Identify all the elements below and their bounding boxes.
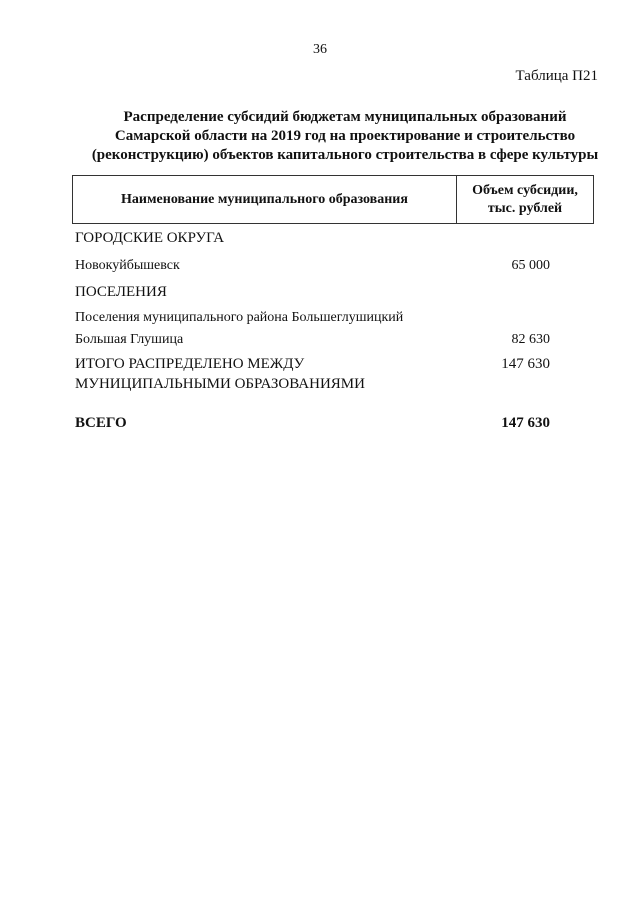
row-name: ВСЕГО — [75, 415, 127, 431]
row-value: 82 630 — [511, 332, 550, 347]
row-name: Новокуйбышевск — [75, 258, 180, 273]
title-line: (реконструкцию) объектов капитального строительства в сфере культуры — [91, 147, 599, 163]
header-amount-line: тыс. рублей — [487, 200, 563, 216]
row-value: 65 000 — [511, 258, 550, 273]
row-value — [470, 228, 550, 248]
table-row — [75, 256, 550, 276]
table-row — [75, 282, 550, 302]
table-row-total — [75, 413, 550, 433]
table-row — [75, 228, 550, 248]
row-value: 147 630 — [501, 356, 550, 372]
title-line: Самарской области на 2019 год на проектирование и строительство — [114, 128, 576, 144]
table-row — [75, 330, 550, 350]
row-value — [470, 374, 550, 394]
row-value — [470, 282, 550, 302]
row-name: МУНИЦИПАЛЬНЫМИ ОБРАЗОВАНИЯМИ — [75, 376, 365, 392]
table-row — [75, 374, 550, 394]
title-line: Распределение субсидий бюджетам муниципальных образований — [123, 109, 567, 125]
row-value — [470, 308, 550, 328]
document-title — [60, 108, 630, 165]
row-name: ПОСЕЛЕНИЯ — [75, 284, 167, 300]
row-name: ИТОГО РАСПРЕДЕЛЕНО МЕЖДУ — [75, 356, 305, 372]
table-row — [75, 308, 550, 328]
row-name: ГОРОДСКИЕ ОКРУГА — [75, 230, 225, 246]
row-value: 147 630 — [501, 415, 550, 431]
page-number: 36 — [313, 42, 327, 57]
header-amount-line: Объем субсидии, — [472, 182, 578, 198]
table-reference: Таблица П21 — [515, 68, 598, 84]
row-name: Большая Глушица — [75, 332, 184, 347]
table-header — [72, 175, 594, 224]
row-name: Поселения муниципального района Большеглушицкий — [75, 310, 404, 325]
header-amount — [457, 176, 593, 223]
table-row — [75, 354, 550, 374]
header-name: Наименование муниципального образования — [73, 176, 457, 223]
